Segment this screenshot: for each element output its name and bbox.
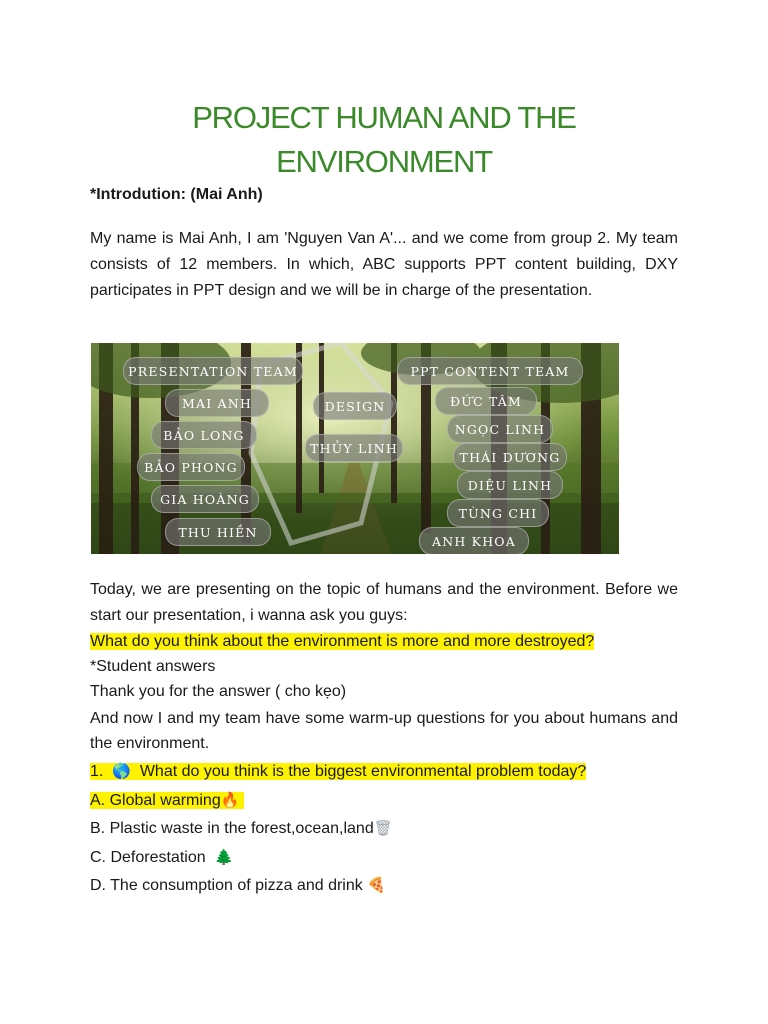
trash-can-icon: 🗑 <box>373 819 393 837</box>
option-text: C. Deforestation <box>90 849 206 866</box>
team-forest-image <box>91 343 619 554</box>
globe-icon: 🌎 <box>112 762 131 780</box>
option-b <box>90 816 393 841</box>
member-label: BẢO PHONG <box>137 453 245 481</box>
pizza-icon: 🍕 <box>367 876 386 894</box>
question-text: What do you think is the biggest environmental problem today? <box>139 763 587 780</box>
question-number: 1. <box>90 763 104 780</box>
member-label: ĐỨC TÂM <box>435 387 537 415</box>
student-answers-note: *Student answers <box>90 658 216 675</box>
option-d <box>90 873 386 898</box>
warmup-paragraph: And now I and my team have some warm-up questions for you about humans and the environment. <box>90 710 678 752</box>
member-label: DIỆU LINH <box>457 471 563 499</box>
document-title <box>90 96 678 184</box>
member-label: THỦY LINH <box>305 434 403 462</box>
member-label: THÁI DƯƠNG <box>453 443 567 471</box>
option-text: A. Global warming <box>90 792 221 809</box>
tree-icon: 🌲 <box>214 848 234 866</box>
member-label: GIA HOÀNG <box>151 485 259 513</box>
option-a <box>90 792 244 809</box>
member-label: ANH KHOA <box>419 527 529 554</box>
intro-heading: *Introdution: (Mai Anh) <box>90 186 263 203</box>
title-line-2: ENVIRONMENT <box>276 144 492 179</box>
content-team-heading: PPT CONTENT TEAM <box>397 357 583 385</box>
option-text: D. The consumption of pizza and drink <box>90 877 363 894</box>
member-label: MAI ANH <box>165 389 269 417</box>
option-text: B. Plastic waste in the forest,ocean,land <box>90 820 374 837</box>
title-line-1: PROJECT HUMAN AND THE <box>192 100 576 135</box>
option-c <box>90 845 233 870</box>
design-heading: DESIGN <box>313 392 397 420</box>
intro-paragraph: My name is Mai Anh, I am 'Nguyen Van A'... and we come from group 2. My team consists of 12 members. In which, ABC supports PPT content building, DXY participates in PPT design and we will be in charge of the presentation. <box>90 230 678 299</box>
member-label: BẢO LONG <box>151 421 257 449</box>
highlighted-question: What do you think about the environment is more and more destroyed? <box>90 633 595 650</box>
fire-icon: 🔥 <box>220 791 240 809</box>
thank-you-line: Thank you for the answer ( cho kẹo) <box>90 683 347 700</box>
question-1 <box>90 763 586 780</box>
member-label: TÙNG CHI <box>447 499 549 527</box>
member-label: THU HIỀN <box>165 518 271 546</box>
body-paragraph: Today, we are presenting on the topic of humans and the environment. Before we start our presentation, i wanna ask you guys: <box>90 581 678 624</box>
presentation-team-heading: PRESENTATION TEAM <box>123 357 303 385</box>
member-label: NGỌC LINH <box>447 415 553 443</box>
